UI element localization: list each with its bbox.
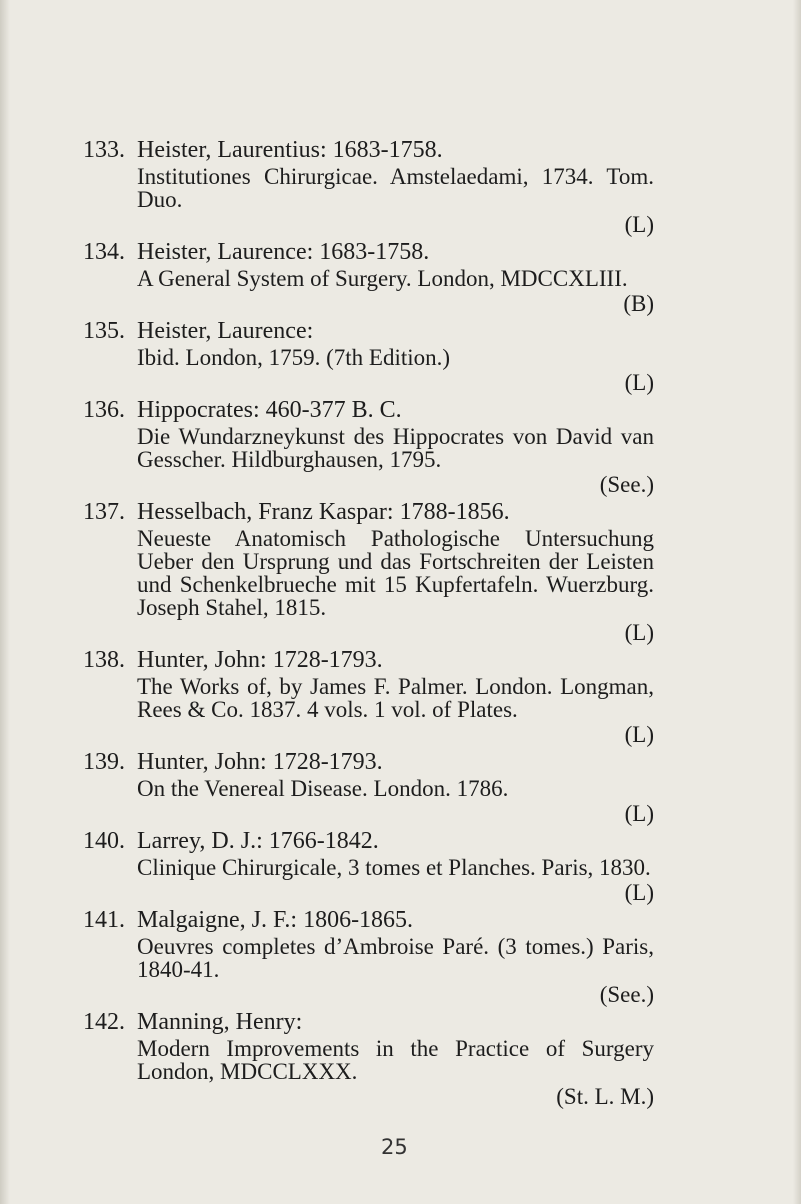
- entry-description: Oeuvres completes d’Ambroise Paré. (3 tomes.) Paris, 1840-41.: [137, 934, 654, 982]
- entry-heading: Hesselbach, Franz Kaspar: 1788-1856.: [137, 499, 510, 525]
- entry-description: Neueste Anatomisch Pathologische Untersuchung Ueber den Ursprung und das Fortschreiten der Leisten und Schenkelbrueche mit 15 Kupfertafeln. Wuerzburg. Joseph Stahel, 1815.: [137, 526, 654, 620]
- entry-description: Die Wundarzneykunst des Hippocrates von David van Gesscher. Hildburghausen, 1795.: [137, 424, 654, 472]
- entry-number: 137.: [83, 499, 125, 525]
- entry-location: (L): [624, 370, 654, 395]
- entry-number: 135.: [83, 318, 125, 344]
- entry-description: Institutiones Chirurgicae. Amstelaedami, 1734. Tom. Duo.: [137, 164, 654, 212]
- entry-location: (L): [624, 722, 654, 747]
- entry-number: 139.: [83, 749, 125, 775]
- entry-location: (L): [624, 880, 654, 905]
- entry-number: 142.: [83, 1009, 125, 1035]
- entry-number: 138.: [83, 647, 125, 673]
- bibliography-entry-139: [0, 749, 801, 828]
- entry-heading: Heister, Laurentius: 1683-1758.: [137, 137, 443, 163]
- entry-number: 134.: [83, 239, 125, 265]
- bibliography-list: [0, 137, 801, 1111]
- bibliography-entry-136: [0, 397, 801, 499]
- entry-number: 141.: [83, 907, 125, 933]
- entry-number: 133.: [83, 137, 125, 163]
- bibliography-entry-135: [0, 318, 801, 397]
- bibliography-entry-142: [0, 1009, 801, 1111]
- entry-location: (St. L. M.): [556, 1084, 654, 1109]
- bibliography-entry-133: [0, 137, 801, 239]
- bibliography-entry-138: [0, 647, 801, 749]
- entry-heading: Larrey, D. J.: 1766-1842.: [137, 828, 379, 854]
- entry-description: Modern Improvements in the Practice of Surgery London, MDCCLXXX.: [137, 1036, 654, 1084]
- bibliography-entry-137: [0, 499, 801, 647]
- entry-heading: Hunter, John: 1728-1793.: [137, 749, 383, 775]
- entry-heading: Hunter, John: 1728-1793.: [137, 647, 383, 673]
- entry-location: (See.): [599, 472, 654, 497]
- entry-location: (L): [624, 620, 654, 645]
- entry-heading: Malgaigne, J. F.: 1806-1865.: [137, 907, 414, 933]
- entry-location: (L): [624, 212, 654, 237]
- entry-heading: Hippocrates: 460-377 B. C.: [137, 397, 402, 423]
- bibliography-entry-134: [0, 239, 801, 318]
- entry-description: Clinique Chirurgicale, 3 tomes et Planches. Paris, 1830.: [137, 855, 651, 880]
- entry-description: A General System of Surgery. London, MDCCXLIII.: [137, 266, 628, 291]
- entry-location: (See.): [599, 982, 654, 1007]
- entry-number: 140.: [83, 828, 125, 854]
- entry-heading: Heister, Laurence: 1683-1758.: [137, 239, 430, 265]
- bibliography-entry-141: [0, 907, 801, 1009]
- entry-description: The Works of, by James F. Palmer. London. Longman, Rees & Co. 1837. 4 vols. 1 vol. of Plates.: [137, 674, 654, 722]
- entry-description: On the Venereal Disease. London. 1786.: [137, 776, 509, 801]
- entry-heading: Heister, Laurence:: [137, 318, 314, 344]
- entry-heading: Manning, Henry:: [137, 1009, 303, 1035]
- entry-description: Ibid. London, 1759. (7th Edition.): [137, 345, 451, 370]
- entry-location: (L): [624, 801, 654, 826]
- page-number: 25: [381, 1135, 408, 1159]
- entry-number: 136.: [83, 397, 125, 423]
- entry-location: (B): [623, 291, 654, 316]
- bibliography-entry-140: [0, 828, 801, 907]
